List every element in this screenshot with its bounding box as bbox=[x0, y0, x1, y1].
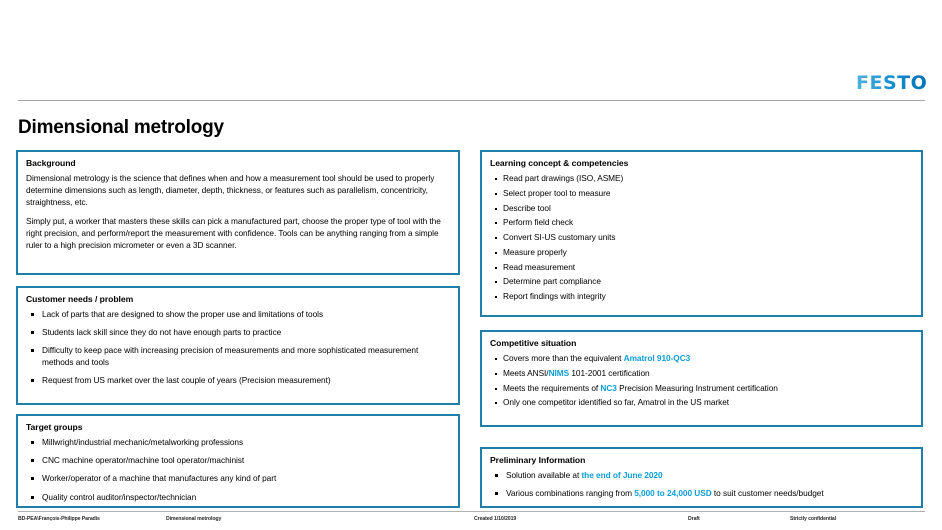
background-paragraph: Simply put, a worker that masters these skills can pick a manufactured part, choose the proper type of tool with the right precision, and perform/report the measurement with confidence. Tools can be anything ranging from a simple ruler to a high precision micrometer or even a 3D scanner. bbox=[26, 216, 441, 250]
list-item: Covers more than the equivalent Amatrol 910-QC3 bbox=[490, 353, 913, 364]
list-item: CNC machine operator/machine tool operator/machinist bbox=[26, 455, 450, 466]
preliminary-information-box bbox=[480, 447, 923, 508]
customer-needs-box-title: Customer needs / problem bbox=[26, 294, 134, 304]
footer-author: BD-PEA\François-Philippe Paradis bbox=[18, 516, 100, 522]
list-item: Read part drawings (ISO, ASME) bbox=[490, 173, 913, 184]
list-item: Quality control auditor/inspector/technician bbox=[26, 492, 450, 503]
festo-logo: FESTO bbox=[856, 72, 928, 94]
list-item: Measure properly bbox=[490, 247, 913, 258]
learning-concept-list bbox=[490, 173, 913, 302]
list-item: Solution available at the end of June 2020 bbox=[490, 470, 913, 481]
page-title: Dimensional metrology bbox=[18, 117, 224, 138]
list-item: Convert SI-US customary units bbox=[490, 232, 913, 243]
list-item: Determine part compliance bbox=[490, 276, 913, 287]
competitive-situation-list bbox=[490, 353, 913, 408]
highlighted-text: NC3 bbox=[600, 382, 617, 393]
footer-topic: Dimensional metrology bbox=[166, 516, 222, 522]
background-box-title: Background bbox=[26, 158, 76, 168]
footer-divider bbox=[18, 511, 925, 512]
list-item: Read measurement bbox=[490, 262, 913, 273]
highlighted-text: the end of June 2020 bbox=[581, 470, 663, 480]
list-item: Request from US market over the last couple of years (Precision measurement) bbox=[26, 375, 450, 386]
list-item: Perform field check bbox=[490, 217, 913, 228]
preliminary-information-box-title: Preliminary Information bbox=[490, 455, 586, 465]
preliminary-information-list bbox=[490, 470, 913, 499]
competitive-situation-box bbox=[480, 330, 923, 427]
list-item: Meets the requirements of NC3 Precision Measuring Instrument certification bbox=[490, 383, 913, 394]
highlighted-text: NIMS bbox=[548, 367, 570, 378]
header-divider bbox=[18, 100, 925, 101]
list-item: Millwright/industrial mechanic/metalworking professions bbox=[26, 437, 450, 448]
customer-needs-box bbox=[16, 286, 460, 405]
highlighted-text: Amatrol 910-QC3 bbox=[623, 353, 691, 363]
learning-concept-box-title: Learning concept & competencies bbox=[490, 158, 629, 168]
background-box bbox=[16, 150, 460, 275]
customer-needs-list bbox=[26, 309, 450, 386]
list-item: Report findings with integrity bbox=[490, 291, 913, 302]
target-groups-box-title: Target groups bbox=[26, 422, 83, 432]
highlighted-text: 5,000 to 24,000 USD bbox=[634, 488, 712, 499]
list-item: Difficulty to keep pace with increasing precision of measurements and more sophisticated measurement methods and tools bbox=[26, 345, 450, 367]
footer-confidentiality: Strictly confidential bbox=[790, 516, 837, 522]
list-item: Worker/operator of a machine that manufactures any kind of part bbox=[26, 473, 450, 484]
target-groups-box bbox=[16, 414, 460, 508]
list-item: Students lack skill since they do not have enough parts to practice bbox=[26, 327, 450, 338]
list-item: Describe tool bbox=[490, 203, 913, 214]
learning-concept-box bbox=[480, 150, 923, 317]
background-paragraph: Dimensional metrology is the science that defines when and how a measurement tool should be used to properly determine dimensions such as length, diameter, depth, thickness, or features such as parallelism, concentricity, straightness, etc. bbox=[26, 173, 435, 207]
list-item: Various combinations ranging from 5,000 to 24,000 USD to suit customer needs/budget bbox=[490, 488, 913, 499]
list-item: Lack of parts that are designed to show the proper use and limitations of tools bbox=[26, 309, 450, 320]
list-item: Only one competitor identified so far, Amatrol in the US market bbox=[490, 397, 913, 408]
footer-created: Created 1/10/2019 bbox=[474, 516, 517, 522]
footer-status: Draft bbox=[688, 516, 700, 522]
list-item: Meets ANSI/NIMS 101-2001 certification bbox=[490, 368, 913, 379]
list-item: Select proper tool to measure bbox=[490, 188, 913, 199]
competitive-situation-box-title: Competitive situation bbox=[490, 338, 577, 348]
target-groups-list bbox=[26, 437, 450, 503]
